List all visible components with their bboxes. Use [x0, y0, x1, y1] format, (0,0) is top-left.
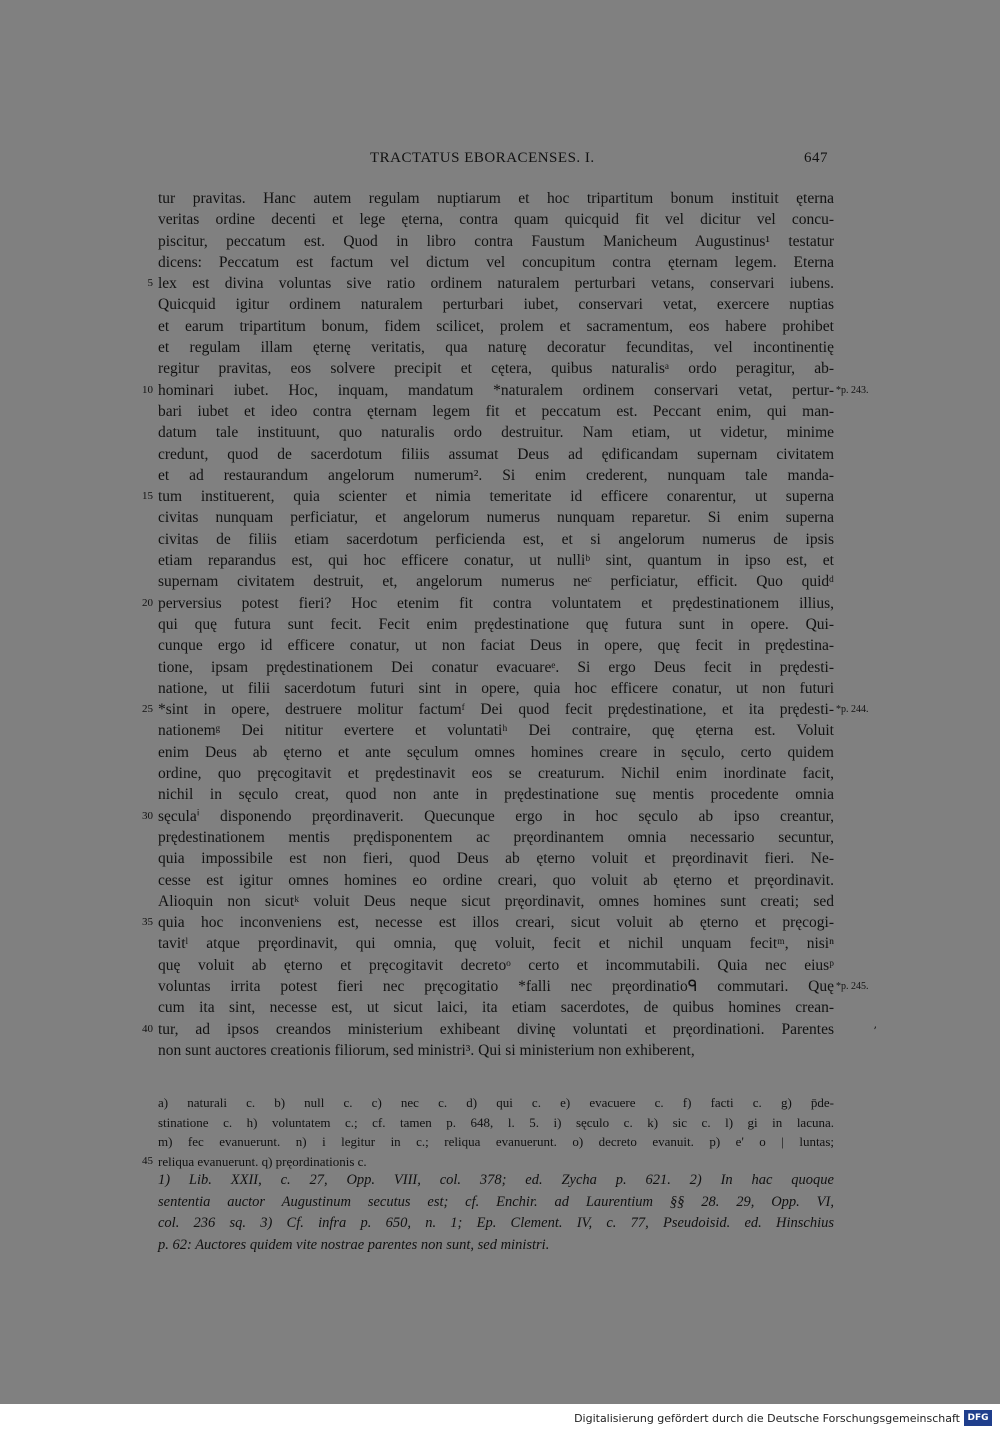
text-line	[158, 933, 834, 954]
line-text: enim Deus ab ęterno et ante sęculum omnes homines creare in sęculo, certo quidem	[158, 743, 834, 761]
margin-note: *p. 244.	[836, 704, 869, 716]
margin-note: *p. 243.	[836, 384, 869, 396]
line-text: hominari iubet. Hoc, inquam, mandatum *naturalem ordinem conservari vetat, pertur-	[158, 381, 834, 399]
line-number: 45	[142, 1154, 153, 1167]
text-line	[158, 550, 834, 571]
text-line	[158, 742, 834, 763]
line-text: cesse est igitur omnes homines eo ordine creari, quo voluit ab ęterno et pręordinavit.	[158, 871, 834, 889]
line-text: piscitur, peccatum est. Quod in libro contra Faustum Manicheum Augustinus¹ testatur	[158, 232, 834, 250]
text-line	[158, 231, 834, 252]
text-line	[158, 848, 834, 869]
text-line	[142, 699, 869, 720]
text-line	[158, 209, 834, 230]
footnote-text: col. 236 sq. 3) Cf. infra p. 650, n. 1; Ep. Clement. IV, c. 77, Pseudoisid. ed. Hinschius	[158, 1215, 834, 1231]
text-line	[158, 720, 834, 741]
variant-note-text: reliqua evanuerunt. q) pręordinationis c.	[158, 1153, 367, 1169]
text-line	[158, 955, 834, 976]
line-text: ordine, quo pręcogitavit et prędestinavit eos se creaturum. Nichil enim inordinate facit,	[158, 765, 834, 783]
text-line	[158, 635, 834, 656]
page-number: 647	[804, 150, 828, 166]
dfg-logo: DFG	[964, 1410, 992, 1426]
line-text: dicens: Peccatum est factum vel dictum vel concupitum contra ęternam legem. Eterna	[158, 253, 834, 271]
line-text: etiam reparandus est, qui hoc efficere conatur, ut nulliᵇ sint, quantum in ipso est, et	[158, 552, 834, 570]
line-text: natione, ut filii sacerdotum futuri sint in opere, quia hoc efficere conatur, ut non futuri	[158, 679, 834, 697]
line-text: *sint in opere, destruere molitur factumᶠ Dei quod fecit prędestinatione, et ita prędesti-	[158, 701, 834, 719]
text-line	[158, 763, 834, 784]
main-text	[142, 188, 869, 1061]
stray-mark: ʼ	[873, 1025, 877, 1038]
text-line	[158, 465, 834, 486]
text-line	[158, 358, 834, 379]
line-number: 35	[142, 916, 153, 929]
line-text: nichil in sęculo creat, quod non ante in prędestinatione suę mentis procedente omnia	[158, 786, 834, 804]
footnote-line	[158, 1170, 834, 1192]
variant-note-line	[158, 1113, 834, 1133]
line-text: qui quę futura sunt fecit. Fecit enim prędestinatione quę futura sunt in opere. Qui-	[158, 615, 834, 633]
line-text: tavitˡ atque pręordinavit, qui omnia, quę voluit, fecit et nichil unquam fecitᵐ, nisiⁿ	[158, 935, 834, 953]
variant-note-text: a) naturali c. b) null c. c) nec c. d) qui c. e) evacuere c. f) facti c. g) p̄de-	[158, 1095, 834, 1110]
text-line	[158, 252, 834, 273]
variant-note-line	[158, 1132, 834, 1152]
footnote-text: sententia auctor Augustinum secutus est; cf. Enchir. ad Laurentium §§ 28. 29, Opp. VI,	[158, 1193, 834, 1210]
line-text: civitas nunquam perficiatur, et angelorum numerus nunquam reparetur. Si enim superna	[158, 509, 834, 527]
line-text: cum ita sint, necesse est, ut sicut laici, ita etiam sacerdotes, de quibus homines crean-	[158, 999, 834, 1017]
line-text: et regulam illam ęternę veritatis, qua naturę decoratur fecunditas, vel incontinentię	[158, 339, 834, 357]
line-text: datum tale instituunt, quo naturalis ordo destruitur. Nam etiam, ut videtur, minime	[158, 424, 834, 442]
text-line	[158, 827, 834, 848]
text-line	[158, 657, 834, 678]
text-line	[142, 380, 869, 401]
line-text: et earum tripartitum bonum, fidem scilicet, prolem et sacramentum, eos habere prohibet	[158, 317, 834, 335]
variant-note-text: stinatione c. h) voluntatem c.; cf. tamen p. 648, l. 5. i) sęculo c. k) sic c. l) gi in lacuna.	[158, 1114, 834, 1130]
footer-credit: Digitalisierung gefördert durch die Deutsche Forschungsgemeinschaft	[574, 1412, 960, 1425]
text-line	[158, 337, 834, 358]
line-text: tur pravitas. Hanc autem regulam nuptiarum et hoc tripartitum bonum instituit ęterna	[158, 190, 834, 207]
line-text: tur, ad ipsos creandos ministerium exhibeant divinę voluntati et pręordinationi. Parentes	[158, 1020, 834, 1038]
footnote-text: p. 62: Auctores quidem vite nostrae parentes non sunt, sed ministri.	[158, 1236, 550, 1253]
text-line	[158, 444, 834, 465]
line-number: 10	[142, 383, 153, 396]
line-text: bari iubet et ideo contra ęternam legem fit et peccatum est. Peccant enim, qui man-	[158, 402, 834, 420]
text-line	[147, 273, 834, 294]
text-line	[158, 678, 834, 699]
running-header	[158, 150, 828, 172]
margin-note: *p. 245.	[836, 980, 869, 992]
line-text: prędestinationem mentis prędisponentem ac pręordinantem omnia necessario secuntur,	[158, 828, 834, 846]
line-text: perversius potest fieri? Hoc etenim fit contra voluntatem et prędestinationem illius,	[158, 594, 834, 612]
footnote-line	[158, 1213, 834, 1235]
line-number: 25	[142, 703, 153, 716]
text-line	[142, 1019, 834, 1040]
text-line	[142, 593, 834, 614]
line-text: quia impossibile est non fieri, quod Deus ab ęterno voluit et pręordinavit fieri. Ne-	[158, 850, 834, 868]
line-text: regitur pravitas, eos solvere precipit et cętera, quibus naturalisᵃ ordo peragitur, ab-	[158, 360, 834, 378]
text-line	[158, 976, 869, 997]
line-text: non sunt auctores creationis filiorum, sed ministri³. Qui si ministerium non exhiberent,	[158, 1041, 695, 1059]
text-line	[158, 188, 834, 209]
line-text: quę voluit ab ęterno et pręcogitavit decretoᵒ certo et incommutabili. Quia nec eiusᵖ	[158, 956, 834, 974]
text-line	[158, 1040, 834, 1061]
variant-note-line	[142, 1152, 834, 1172]
text-line	[142, 912, 834, 933]
line-text: voluntas irrita potest fieri nec pręcogitatio *falli nec pręordinatioᑫ commutari. Quę	[158, 977, 834, 995]
line-number: 30	[142, 809, 153, 822]
line-text: nationemᵍ Dei nititur evertere et voluntatiʰ Dei contraire, quę ęterna est. Voluit	[158, 722, 834, 740]
footnotes	[158, 1170, 834, 1256]
line-number: 20	[142, 596, 153, 609]
line-text: veritas ordine decenti et lege ęterna, contra quam quicquid fit vel dicitur vel concu-	[158, 211, 834, 229]
line-text: credunt, quod de sacerdotum filiis assumat Deus ad ędificandam supernam civitatem	[158, 445, 834, 463]
line-text: civitas de filiis etiam sacerdotum perficienda est, et si angelorum numerus de ipsis	[158, 530, 834, 548]
text-line	[142, 486, 834, 507]
footnote-text: 1) Lib. XXII, c. 27, Opp. VIII, col. 378; ed. Zycha p. 621. 2) In hac quoque	[158, 1172, 834, 1188]
line-number: 5	[147, 277, 153, 290]
text-line	[158, 401, 834, 422]
variant-note-line	[158, 1093, 834, 1113]
line-text: Alioquin non sicutᵏ voluit Deus neque sicut pręordinavit, omnes homines sunt creati; sed	[158, 892, 834, 910]
text-line	[158, 870, 834, 891]
text-line	[158, 784, 834, 805]
line-text: tum instituerent, quia scienter et nimia temeritate id efficere conarentur, ut superna	[158, 488, 834, 506]
variant-note-text: m) fec evanuerunt. n) i legitur in c.; reliqua evanuerunt. o) decreto evanuit. p) e' o | luntas;	[158, 1134, 834, 1149]
text-line	[158, 997, 834, 1018]
line-number: 40	[142, 1022, 153, 1035]
line-number: 15	[142, 490, 153, 503]
text-line	[158, 529, 834, 550]
line-text: tione, ipsam prędestinationem Dei conatur evacuareᵉ. Si ergo Deus fecit in prędesti-	[158, 658, 834, 676]
text-line	[158, 614, 834, 635]
line-text: sęculaⁱ disponendo pręordinaverit. Quecunque ergo in hoc sęculo ab ipso creantur,	[158, 807, 834, 825]
text-line	[142, 806, 834, 827]
footnote-line	[158, 1192, 834, 1214]
footnote-line	[158, 1235, 834, 1257]
line-text: Quicquid igitur ordinem naturalem perturbari iubet, conservari vetat, exercere nuptias	[158, 296, 834, 314]
text-line	[158, 507, 834, 528]
line-text: et ad restaurandum angelorum numerum². Si enim crederent, nunquam tale manda-	[158, 466, 834, 484]
text-line	[158, 571, 834, 592]
line-text: cunque ergo id efficere conatur, ut non faciat Deus in opere, quę fecit in prędestina-	[158, 637, 834, 655]
line-text: supernam civitatem destruit, et, angelorum numerus neᶜ perficiatur, efficit. Quo quidᵈ	[158, 573, 834, 591]
text-line	[158, 422, 834, 443]
text-line	[158, 891, 834, 912]
variant-notes	[142, 1093, 834, 1171]
text-line	[158, 316, 834, 337]
footer-bar	[0, 1404, 1000, 1434]
line-text: quia hoc inconveniens est, necesse est illos creari, sicut voluit ab ęterno et pręcogi-	[158, 914, 834, 932]
line-text: lex est divina voluntas sive ratio ordinem naturalem perturbari vetans, conservari iubens.	[158, 275, 834, 293]
running-title: TRACTATUS EBORACENSES. I.	[370, 150, 595, 166]
text-line	[158, 294, 834, 315]
